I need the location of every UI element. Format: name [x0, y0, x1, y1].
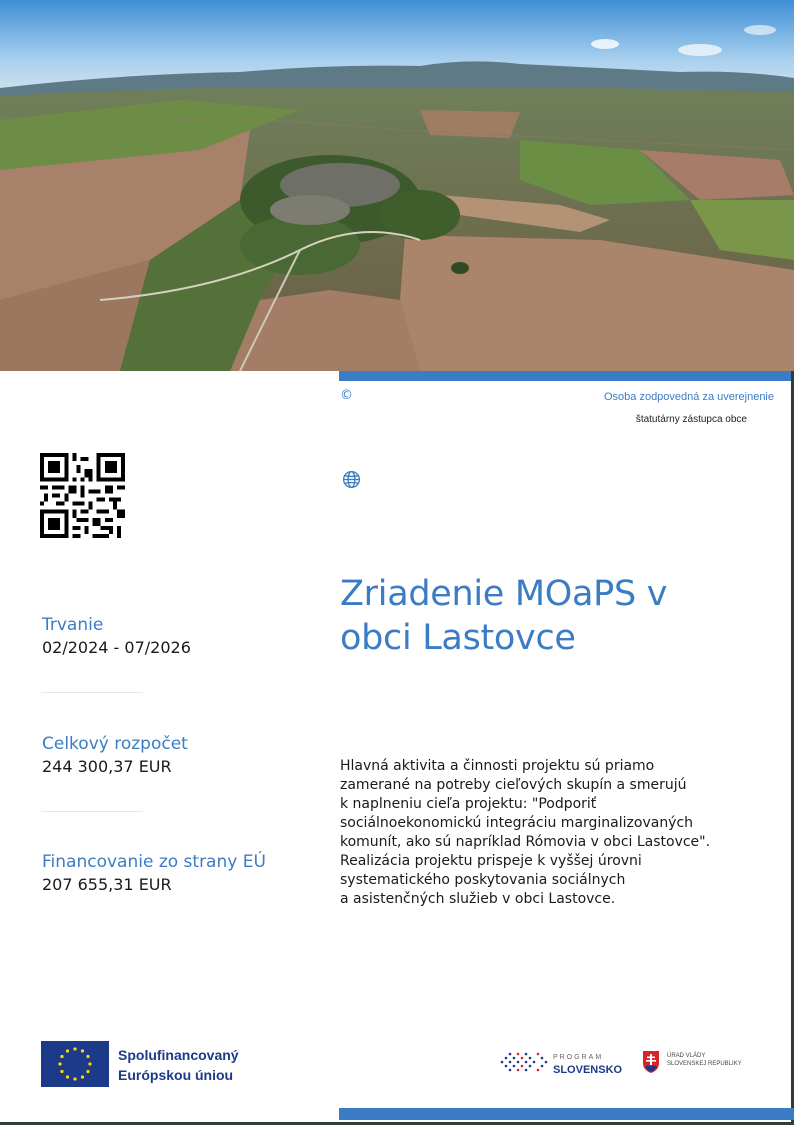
budget-label: Celkový rozpočet: [42, 734, 188, 754]
government-office-line-2: SLOVENSKEJ REPUBLIKY: [667, 1061, 742, 1067]
slovak-emblem-icon: [642, 1050, 660, 1074]
description-line: k naplneniu cieľa projektu: "Podporiť: [340, 796, 597, 812]
eu-cofunded-line-2: Európskou úniou: [118, 1067, 234, 1083]
project-title: [340, 572, 760, 660]
responsible-person-value: štatutárny zástupca obce: [635, 414, 747, 425]
accent-bar-bottom: [339, 1108, 794, 1120]
description-line: komunít, ako sú napríklad Rómovia v obci Lastovce".: [340, 834, 711, 850]
eu-funding-label: Financovanie zo strany EÚ: [42, 852, 266, 872]
duration-label: Trvanie: [42, 615, 104, 635]
duration-value: 02/2024 - 07/2026: [42, 638, 191, 657]
eu-cofunded-label: [118, 1045, 239, 1085]
program-slovensko-label: [553, 1052, 622, 1076]
description-line: Realizácia projektu prispeje k vyššej úrovni: [340, 853, 642, 869]
project-description: [340, 757, 760, 909]
project-title-line-2: obci Lastovce: [340, 618, 576, 658]
program-label-small: PROGRAM: [553, 1054, 604, 1061]
copyright-symbol: ©: [340, 388, 353, 403]
description-line: zamerané na potreby cieľových skupín a smerujú: [340, 777, 687, 793]
eu-funding-value: 207 655,31 EUR: [42, 875, 172, 894]
description-line: systematického poskytovania sociálnych: [340, 872, 626, 888]
eu-flag-icon: [41, 1041, 109, 1087]
accent-bar-top: [339, 371, 794, 381]
program-slovensko-logo-icon: [498, 1047, 548, 1077]
responsible-person-title: Osoba zodpovedná za uverejnenie: [603, 391, 774, 403]
globe-icon[interactable]: [342, 470, 361, 489]
description-line: a asistenčných služieb v obci Lastovce.: [340, 891, 616, 907]
description-line: Hlavná aktivita a činnosti projektu sú priamo: [340, 758, 655, 774]
budget-value: 244 300,37 EUR: [42, 757, 172, 776]
program-label-big: SLOVENSKO: [553, 1064, 623, 1076]
divider: [41, 692, 143, 693]
hero-photo: [0, 0, 794, 371]
government-office-label: [667, 1052, 742, 1068]
divider: [41, 811, 143, 812]
eu-cofunded-line-1: Spolufinancovaný: [118, 1047, 239, 1063]
description-line: sociálnoekonomickú integráciu marginalizovaných: [340, 815, 694, 831]
project-title-line-1: Zriadenie MOaPS v: [340, 574, 668, 614]
government-office-line-1: ÚRAD VLÁDY: [667, 1053, 706, 1059]
qr-code-icon[interactable]: [40, 453, 125, 538]
